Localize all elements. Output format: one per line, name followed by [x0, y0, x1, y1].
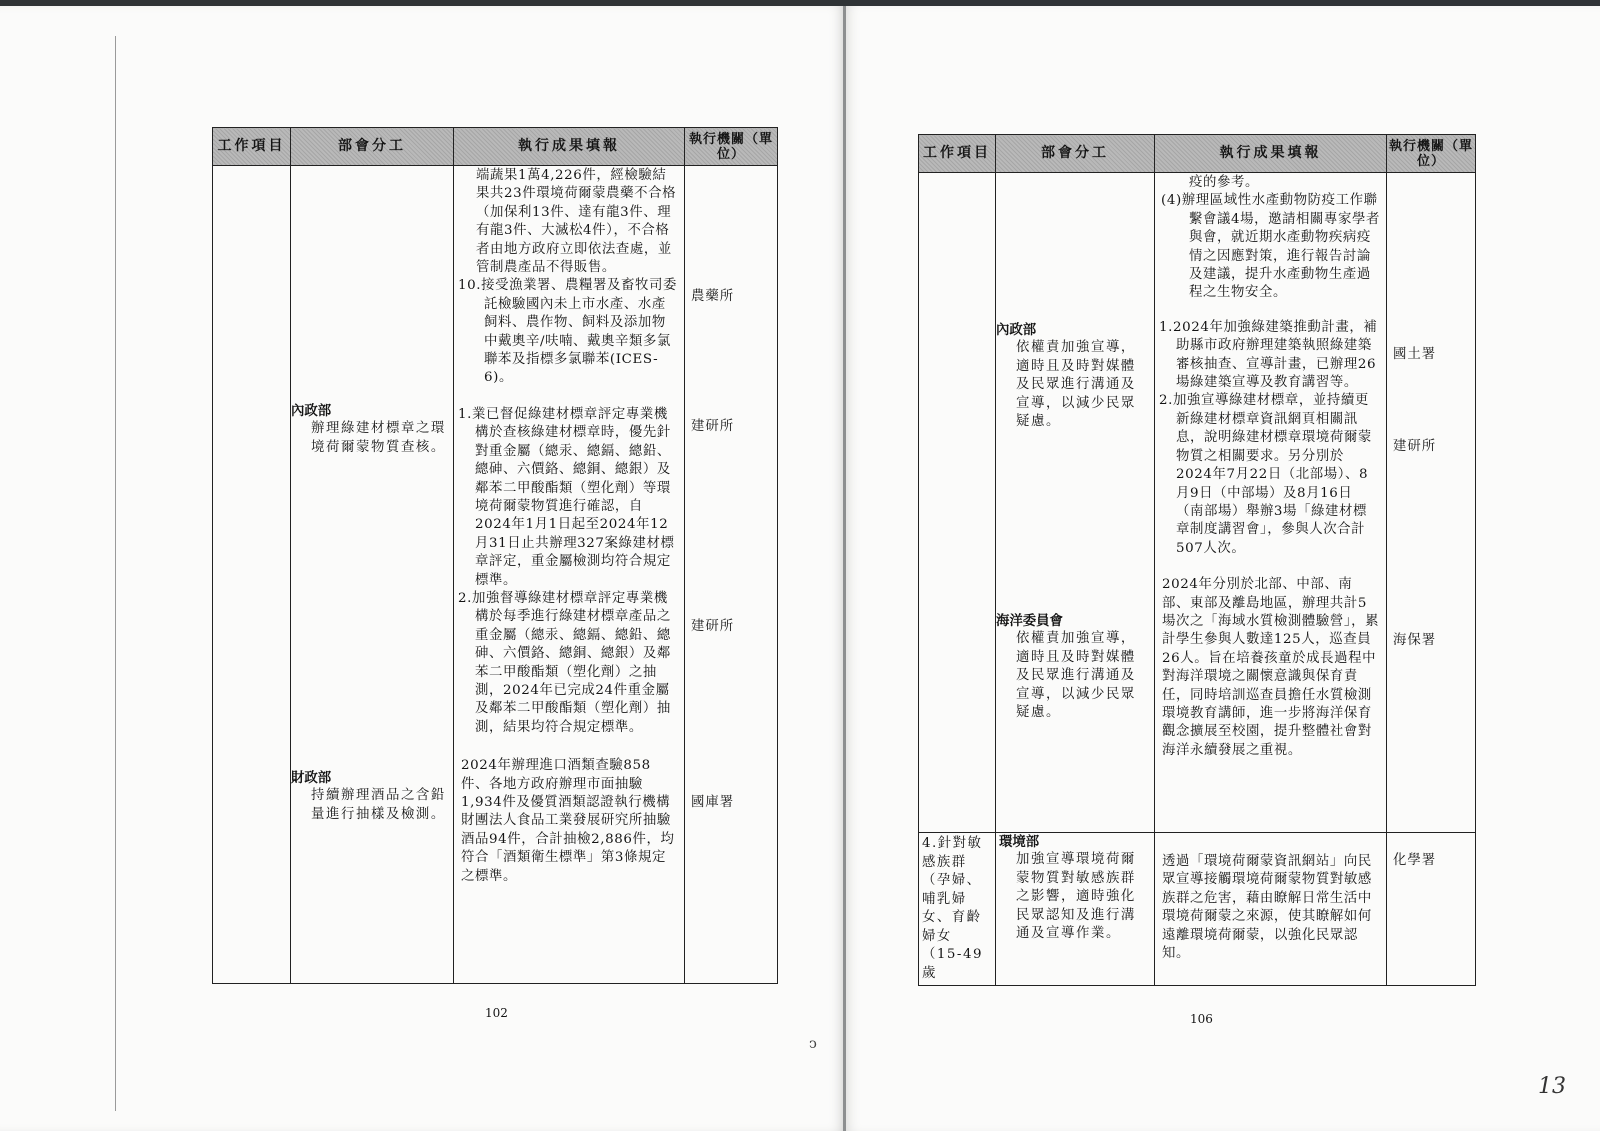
- work-item-4-cell: [919, 833, 996, 986]
- result-continued: 端蔬果1萬4,226件，經檢驗結果共23件環境荷爾蒙農藥不合格（加保利13件、達有龍3件、理有龍3件、大滅松4件），不合格者由地方政府立即依法查處，並管制農產品不得販售。: [476, 168, 677, 276]
- result-continued: 疫的參考。: [1189, 175, 1259, 190]
- header-division: 部會分工: [996, 135, 1155, 173]
- table-header-row: [919, 135, 1476, 173]
- agency-abri-2: 建研所: [691, 619, 735, 634]
- header-agency: 執行機關（單位）: [1387, 135, 1476, 173]
- agency-treasury: 國庫署: [691, 795, 735, 810]
- agency-abri-1: 建研所: [691, 419, 735, 434]
- agency-nlma: 國土署: [1393, 347, 1437, 362]
- agency-abri: 建研所: [1393, 439, 1437, 454]
- result-cell: [1155, 173, 1387, 833]
- agency-cell: [685, 166, 778, 984]
- result-cell: [1155, 833, 1387, 986]
- division-cell: [996, 833, 1155, 986]
- page-number-left: 102: [485, 1006, 508, 1020]
- agency-pesticide: 農藥所: [691, 289, 735, 304]
- right-results-table: [918, 134, 1476, 986]
- dept-interior: 內政部: [291, 403, 332, 419]
- duty-finance: 持續辦理酒品之含鉛量進行抽樣及檢測。: [311, 788, 446, 822]
- result-item-4: (4)辦理區域性水產動物防疫工作聯繫會議4場，邀請相關專家學者與會，就近期水產動物疾病疫情之因應對策，進行報告討論及建議，提升水產動物生產過程之生物安全。: [1161, 193, 1380, 301]
- dept-environment: 環境部: [999, 834, 1040, 850]
- header-result: 執行成果填報: [1155, 135, 1387, 173]
- work-item-4: 4.針對敏感族群（孕婦、哺乳婦女、育齡婦女（15-49歲: [922, 836, 983, 981]
- header-agency: 執行機關（單位）: [685, 128, 778, 166]
- header-work-item: 工作項目: [213, 128, 291, 166]
- interior-result-2: 2.加強宣導綠建材標章，並持續更新綠建材標章資訊網頁相關訊息，說明綠建材標章環境荷爾蒙物質之相關要求。另分別於2024年7月22日（北部場）、8月9日（中部場）及8月16日（南部場）舉辦3場「綠建材標章制度講習會」，參與人次合計507人次。: [1159, 393, 1372, 556]
- binding-line: [115, 36, 116, 1111]
- dept-finance: 財政部: [291, 770, 332, 787]
- table-row: [919, 173, 1476, 833]
- division-cell: [996, 173, 1155, 833]
- duty-interior: 辦理綠建材標章之環境荷爾蒙物質查核。: [311, 421, 446, 455]
- work-item-cell: [919, 173, 996, 833]
- interior-result-1: 1.2024年加強綠建築推動計畫，補助縣市政府辦理建築執照綠建築審核抽查、宣導計畫，已辦理26場綠建築宣導及教育講習等。: [1159, 319, 1378, 391]
- table-row: [919, 833, 1476, 986]
- header-division: 部會分工: [291, 128, 454, 166]
- header-result: 執行成果填報: [454, 128, 685, 166]
- header-work-item: 工作項目: [919, 135, 996, 173]
- table-row: [213, 166, 778, 984]
- duty-ocean: 依權責加強宣導，適時且及時對媒體及民眾進行溝通及宣導，以減少民眾疑慮。: [1016, 630, 1136, 721]
- environment-result: 透過「環境荷爾蒙資訊網站」向民眾宣導接觸環境荷爾蒙物質對敏感族群之危害，藉由瞭解日常生活中環境荷爾蒙之來源，使其瞭解如何遠離環境荷爾蒙，以強化民眾認知。: [1162, 854, 1372, 962]
- agency-chemicals: 化學署: [1393, 853, 1437, 868]
- ocean-result: 2024年分別於北部、中部、南部、東部及離島地區，辦理共計5場次之「海域水質檢測體驗營」，累計學生參與人數達125人，巡查員26人。旨在培養孩童於成長過程中對海洋環境之關懷意識與保育責任，同時培訓巡查員擔任水質檢測環境教育講師，進一步將海洋保育觀念擴展至校園，提升整體社會對海洋永續發展之重視。: [1162, 577, 1380, 758]
- duty-interior: 依權責加強宣導，適時且及時對媒體及民眾進行溝通及宣導，以減少民眾疑慮。: [1016, 340, 1136, 430]
- gutter-mark: ↄ: [809, 1036, 817, 1052]
- agency-cell: [1387, 833, 1476, 986]
- agency-cell: [1387, 173, 1476, 833]
- result-cell: [454, 166, 685, 984]
- work-item-cell: [213, 166, 291, 984]
- interior-result-1: 1.業已督促綠建材標章評定專業機構於查核綠建材標章時，優先針對重金屬（總汞、總鎘、總鉛、總砷、六價鉻、總銅、總銀）及鄰苯二甲酸酯類（塑化劑）等環境荷爾蒙物質進行確認，自2024年1月1日起至2024年12月31日止共辦理327案綠建材標章評定，重金屬檢測均符合規定標準。: [458, 406, 675, 588]
- duty-environment: 加強宣導環境荷爾蒙物質對敏感族群之影響，適時強化民眾認知及進行溝通及宣導作業。: [1016, 852, 1136, 942]
- table-header-row: [213, 128, 778, 166]
- interior-result-2: 2.加強督導綠建材標章評定專業機構於每季進行綠建材標章產品之重金屬（總汞、總鎘、總鉛、總砷、六價鉻、總銅、總銀）及鄰苯二甲酸酯類（塑化劑）之抽測，2024年已完成24件重金屬及鄰苯二甲酸酯類（塑化劑）抽測，結果均符合規定標準。: [458, 590, 671, 735]
- right-page: [846, 6, 1600, 1131]
- finance-result: 2024年辦理進口酒類查驗858件、各地方政府辦理市面抽驗1,934件及優質酒類認證執行機構財團法人食品工業發展研究所抽驗酒品94件，合計抽檢2,886件，均符合「酒類衛生標準」第3條規定之標準。: [461, 758, 675, 884]
- result-item-10: 10.接受漁業署、農糧署及畜牧司委託檢驗國內未上市水產、水產飼料、農作物、飼料及添加物中戴奧辛/呋喃、戴奧辛類多氯聯苯及指標多氯聯苯(ICES-6)。: [458, 278, 677, 386]
- left-page: [0, 6, 844, 1131]
- dept-interior: 內政部: [996, 322, 1037, 338]
- page-number-right: 106: [1190, 1012, 1213, 1026]
- dept-ocean: 海洋委員會: [996, 612, 1063, 629]
- agency-oca: 海保署: [1393, 633, 1437, 648]
- left-results-table: [212, 127, 778, 984]
- division-cell: [291, 166, 454, 984]
- handwritten-mark: 13: [1538, 1074, 1566, 1099]
